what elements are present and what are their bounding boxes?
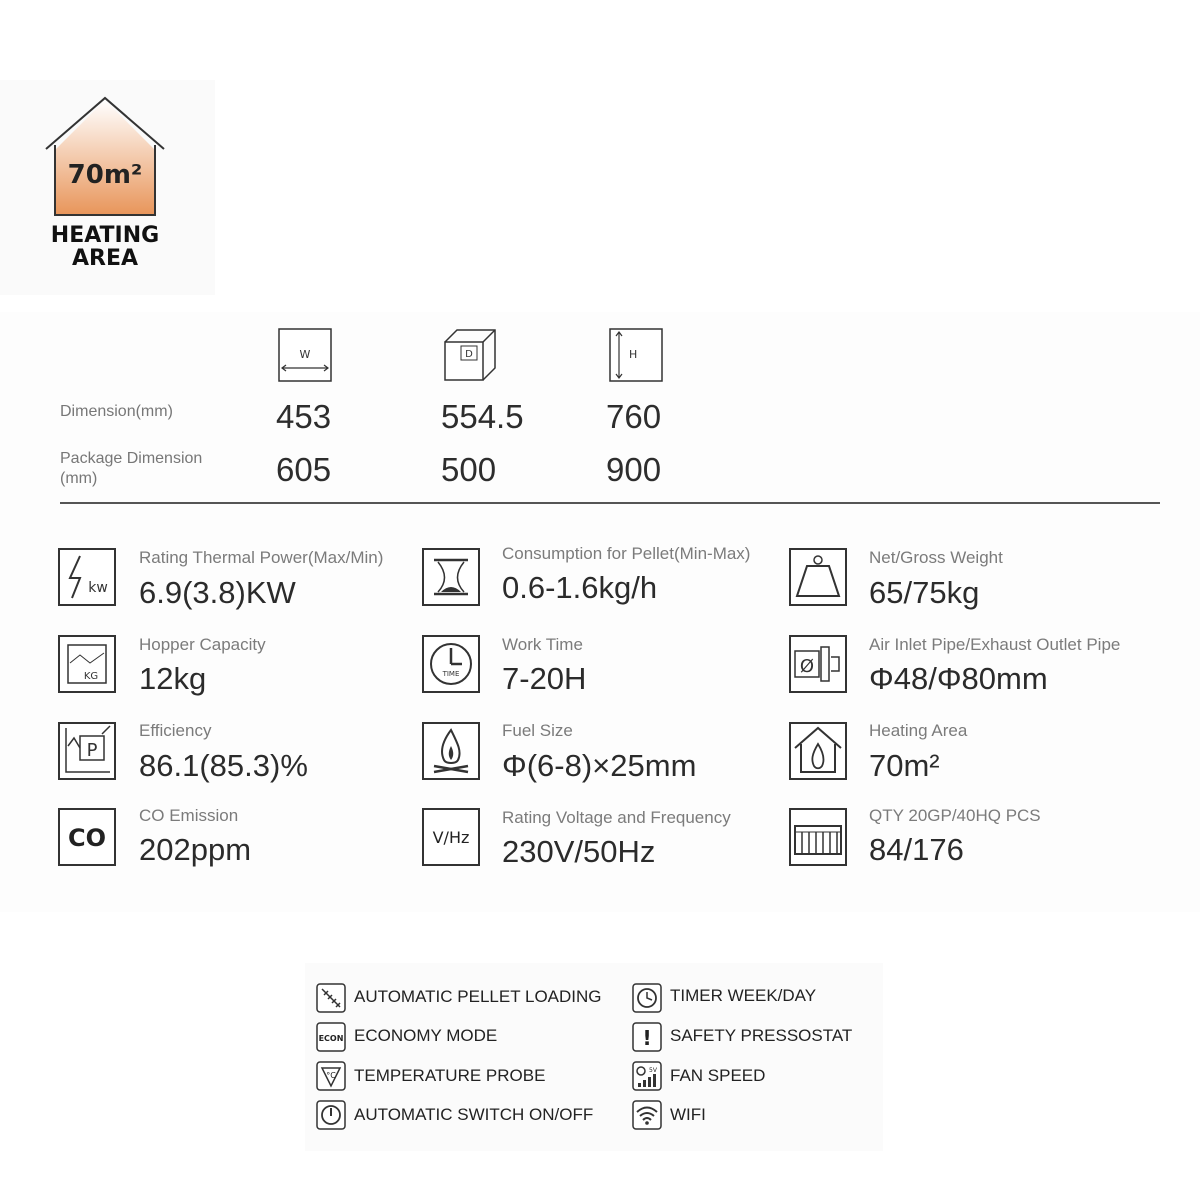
spec-label: Work Time xyxy=(502,635,583,654)
timer-icon xyxy=(632,983,662,1013)
spec-value: 230V/50Hz xyxy=(502,834,656,869)
spec-value: 86.1(85.3)% xyxy=(139,748,308,783)
efficiency-icon xyxy=(58,722,116,780)
spec-label: CO Emission xyxy=(139,806,239,825)
spec-value: 7-20H xyxy=(502,661,587,696)
depth-cube-icon xyxy=(443,328,497,382)
feature-label: WIFI xyxy=(670,1105,706,1124)
feature-label: ECONOMY MODE xyxy=(354,1026,498,1045)
spec-label: Efficiency xyxy=(139,721,212,740)
package-label-line2: (mm) xyxy=(60,470,98,487)
badge-label xyxy=(40,224,170,270)
pipe-icon xyxy=(789,635,847,693)
package-depth: 500 xyxy=(441,451,497,488)
wifi-icon xyxy=(632,1100,662,1130)
spec-value: 6.9(3.8)KW xyxy=(139,575,296,610)
feature-label: AUTOMATIC SWITCH ON/OFF xyxy=(354,1105,594,1124)
spec-value: Φ(6-8)×25mm xyxy=(502,748,697,783)
spec-label: QTY 20GP/40HQ PCS xyxy=(869,806,1041,825)
spec-value: 65/75kg xyxy=(869,575,980,610)
package-label-line1: Package Dimension xyxy=(60,450,203,467)
co-icon xyxy=(58,808,116,866)
fan-speed-icon xyxy=(632,1061,662,1091)
width-box-icon xyxy=(278,328,332,382)
badge-label-line1: HEATING xyxy=(50,223,160,248)
depth-letter: D xyxy=(465,349,473,360)
spec-value: 12kg xyxy=(139,661,207,696)
kg-text: KG xyxy=(83,671,99,682)
hopper-icon xyxy=(58,635,116,693)
voltage-icon xyxy=(422,808,480,866)
p-text: P xyxy=(86,740,98,761)
spec-label: Fuel Size xyxy=(502,721,573,740)
weight-icon xyxy=(789,548,847,606)
height-letter: H xyxy=(629,348,638,361)
hourglass-icon xyxy=(422,548,480,606)
celsius-text: °C xyxy=(326,1071,336,1080)
diameter-symbol: Ø xyxy=(799,656,815,677)
spec-value: 0.6-1.6kg/h xyxy=(502,570,658,605)
height-box-icon xyxy=(609,328,663,382)
spec-value: 70m² xyxy=(869,748,940,783)
econ-text: ECON xyxy=(318,1034,344,1043)
spec-label: Heating Area xyxy=(869,721,968,740)
spec-label: Net/Gross Weight xyxy=(869,548,1003,567)
feature-label: AUTOMATIC PELLET LOADING xyxy=(354,987,602,1006)
exclamation-text: ! xyxy=(642,1026,652,1050)
econ-icon xyxy=(316,1022,346,1052)
dimension-depth: 554.5 xyxy=(441,398,524,435)
divider xyxy=(60,502,1160,504)
power-kw-icon xyxy=(58,548,116,606)
feature-label: TEMPERATURE PROBE xyxy=(354,1066,546,1085)
spec-label: Air Inlet Pipe/Exhaust Outlet Pipe xyxy=(869,635,1121,654)
container-icon xyxy=(789,808,847,866)
fan-speed-text: 5V xyxy=(649,1067,657,1074)
spec-label: Hopper Capacity xyxy=(139,635,266,654)
package-width: 605 xyxy=(276,451,332,488)
package-dimension-label xyxy=(60,449,202,489)
vhz-text: V/Hz xyxy=(432,828,470,847)
spec-value: 202ppm xyxy=(139,832,252,867)
fuel-flame-icon xyxy=(422,722,480,780)
spec-value: 84/176 xyxy=(869,832,964,867)
auger-icon xyxy=(316,983,346,1013)
spec-label: Consumption for Pellet(Min-Max) xyxy=(502,544,751,563)
clock-icon xyxy=(422,635,480,693)
house-flame-icon xyxy=(789,722,847,780)
feature-label: FAN SPEED xyxy=(670,1066,766,1085)
package-height: 900 xyxy=(606,451,662,488)
feature-label: SAFETY PRESSOSTAT xyxy=(670,1026,853,1045)
exclamation-icon xyxy=(632,1022,662,1052)
badge-value: 70m² xyxy=(67,160,143,190)
feature-label: TIMER WEEK/DAY xyxy=(670,986,817,1005)
power-button-icon xyxy=(316,1100,346,1130)
spec-value: Φ48/Φ80mm xyxy=(869,661,1048,696)
time-text: TIME xyxy=(442,670,460,678)
dimension-width: 453 xyxy=(276,398,332,435)
thermometer-icon xyxy=(316,1061,346,1091)
dimension-height: 760 xyxy=(606,398,662,435)
spec-label: Rating Voltage and Frequency xyxy=(502,808,731,827)
badge-label-line2: AREA xyxy=(71,246,139,271)
width-letter: W xyxy=(299,348,311,361)
spec-label: Rating Thermal Power(Max/Min) xyxy=(139,548,384,567)
co-text: CO xyxy=(67,824,107,852)
kw-text: kw xyxy=(88,580,108,596)
dimension-label: Dimension(mm) xyxy=(60,403,173,420)
